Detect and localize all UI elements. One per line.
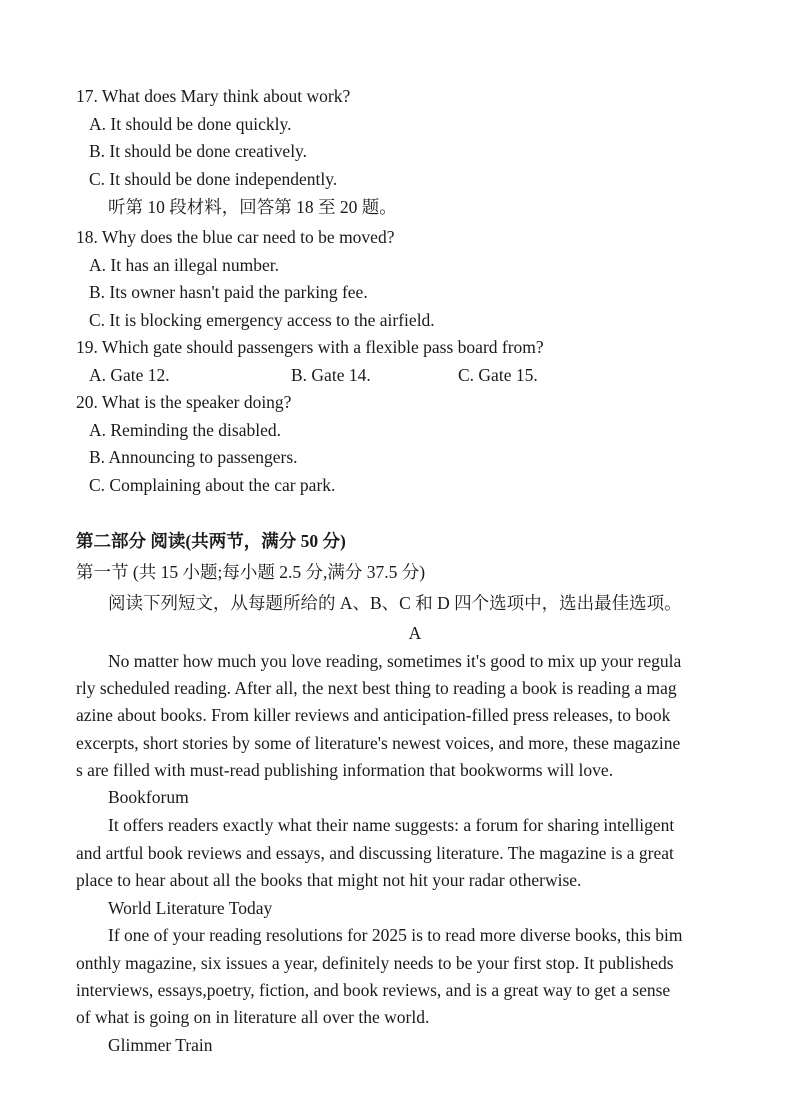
- question-17-option-b: B. It should be done creatively.: [89, 141, 308, 161]
- question-18-option-c: C. It is blocking emergency access to the airfield.: [89, 310, 435, 330]
- question-18-option-a: A. It has an illegal number.: [89, 255, 280, 275]
- listening-instruction-10: 听第 10 段材料，回答第 18 至 20 题。: [108, 197, 397, 217]
- bookforum-text-line: place to hear about all the books that might not hit your radar otherwise.: [76, 870, 582, 890]
- question-18-option-b: B. Its owner hasn't paid the parking fee.: [89, 282, 368, 302]
- bookforum-text-line: It offers readers exactly what their name suggests: a forum for sharing intelligent: [108, 815, 675, 835]
- magazine-title-bookforum: Bookforum: [108, 787, 189, 807]
- part2-heading: 第二部分 阅读(共两节，满分 50 分): [76, 531, 346, 551]
- section1-heading: 第一节 (共 15 小题;每小题 2.5 分,满分 37.5 分): [76, 562, 426, 582]
- wlt-text-line: of what is going on in literature all over the world.: [76, 1007, 430, 1027]
- question-19-stem: 19. Which gate should passengers with a flexible pass board from?: [76, 337, 544, 357]
- passage-intro-line: excerpts, short stories by some of literature's newest voices, and more, these magazine: [76, 733, 681, 753]
- magazine-title-glimmer-train: Glimmer Train: [108, 1035, 213, 1055]
- question-17-option-a: A. It should be done quickly.: [89, 114, 292, 134]
- question-19-option-a: A. Gate 12.: [89, 365, 170, 385]
- question-17-stem: 17. What does Mary think about work?: [76, 86, 351, 106]
- question-20-option-a: A. Reminding the disabled.: [89, 420, 281, 440]
- question-20-option-b: B. Announcing to passengers.: [89, 447, 298, 467]
- wlt-text-line: If one of your reading resolutions for 2025 is to read more diverse books, this bim: [108, 925, 683, 945]
- passage-intro-line: rly scheduled reading. After all, the next best thing to reading a book is reading a mag: [76, 678, 677, 698]
- wlt-text-line: interviews, essays,poetry, fiction, and book reviews, and is a great way to get a sense: [76, 980, 671, 1000]
- question-20-option-c: C. Complaining about the car park.: [89, 475, 336, 495]
- question-20-stem: 20. What is the speaker doing?: [76, 392, 292, 412]
- passage-intro-line: No matter how much you love reading, sometimes it's good to mix up your regula: [108, 651, 682, 671]
- reading-instruction: 阅读下列短文，从每题所给的 A、B、C 和 D 四个选项中，选出最佳选项。: [108, 593, 682, 613]
- passage-intro-line: s are filled with must-read publishing information that bookworms will love.: [76, 760, 614, 780]
- question-18-stem: 18. Why does the blue car need to be moved?: [76, 227, 395, 247]
- passage-intro-line: azine about books. From killer reviews and anticipation-filled press releases, to book: [76, 705, 671, 725]
- wlt-text-line: onthly magazine, six issues a year, definitely needs to be your first stop. It publisheds: [76, 953, 674, 973]
- passage-label: A: [408, 623, 422, 643]
- bookforum-text-line: and artful book reviews and essays, and discussing literature. The magazine is a great: [76, 843, 674, 863]
- question-17-option-c: C. It should be done independently.: [89, 169, 338, 189]
- question-19-option-c: C. Gate 15.: [458, 365, 538, 385]
- magazine-title-world-literature-today: World Literature Today: [108, 898, 273, 918]
- question-19-option-b: B. Gate 14.: [291, 365, 371, 385]
